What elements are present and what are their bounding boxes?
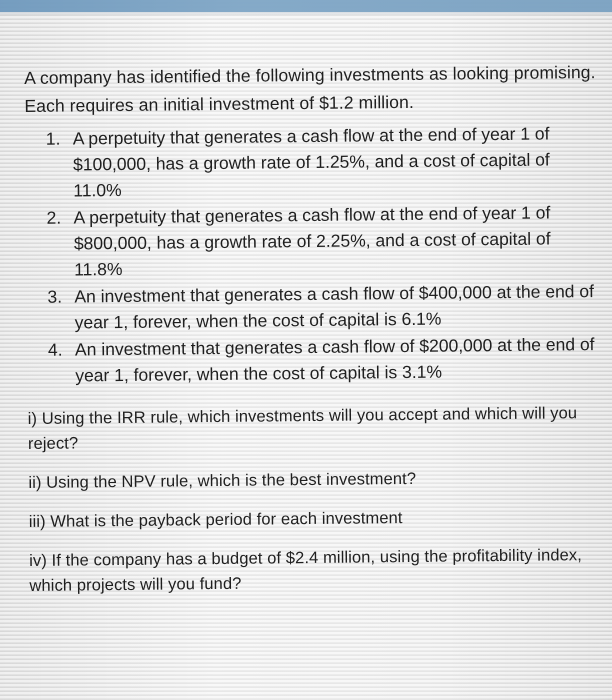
question-i: i) Using the IRR rule, which investments will you accept and which will you reject? [27,404,578,453]
question-iv: iv) If the company has a budget of $2.4 million, using the profitability index, which projects will you fund? [29,546,582,595]
item-number: 2. [46,207,62,228]
questions-list [28,401,604,599]
investment-item-3 [26,278,601,336]
item-number: 3. [47,286,63,307]
question-content [24,58,604,613]
investment-item-2 [25,199,600,283]
window-top-bar [0,0,612,12]
item-number: 1. [45,128,61,149]
question-ii: ii) Using the NPV rule, which is the best investment? [28,469,417,492]
item-text: A perpetuity that generates a cash flow at the end of year 1 of $800,000, has a growth rate of 2.25%, and a cost of capital of 11.8% [73,202,551,280]
item-text: An investment that generates a cash flow of $400,000 at the end of year 1, forever, when the cost of capital is 6.1% [74,281,595,333]
question-iii: iii) What is the payback period for each investment [28,509,403,531]
investment-item-4 [27,331,602,389]
investment-list [25,120,602,389]
intro-paragraph: A company has identified the following investments as looking promising. Each requires an initial investment of $1.2 million. [24,62,596,116]
investment-item-1 [25,120,600,204]
top-bar-shadow [0,12,612,16]
item-number: 4. [47,339,63,360]
item-text: An investment that generates a cash flow of $200,000 at the end of year 1, forever, when the cost of capital is 3.1% [74,334,595,386]
item-text: A perpetuity that generates a cash flow at the end of year 1 of $100,000, has a growth rate of 1.25%, and a cost of capital of 11.0% [72,123,550,201]
